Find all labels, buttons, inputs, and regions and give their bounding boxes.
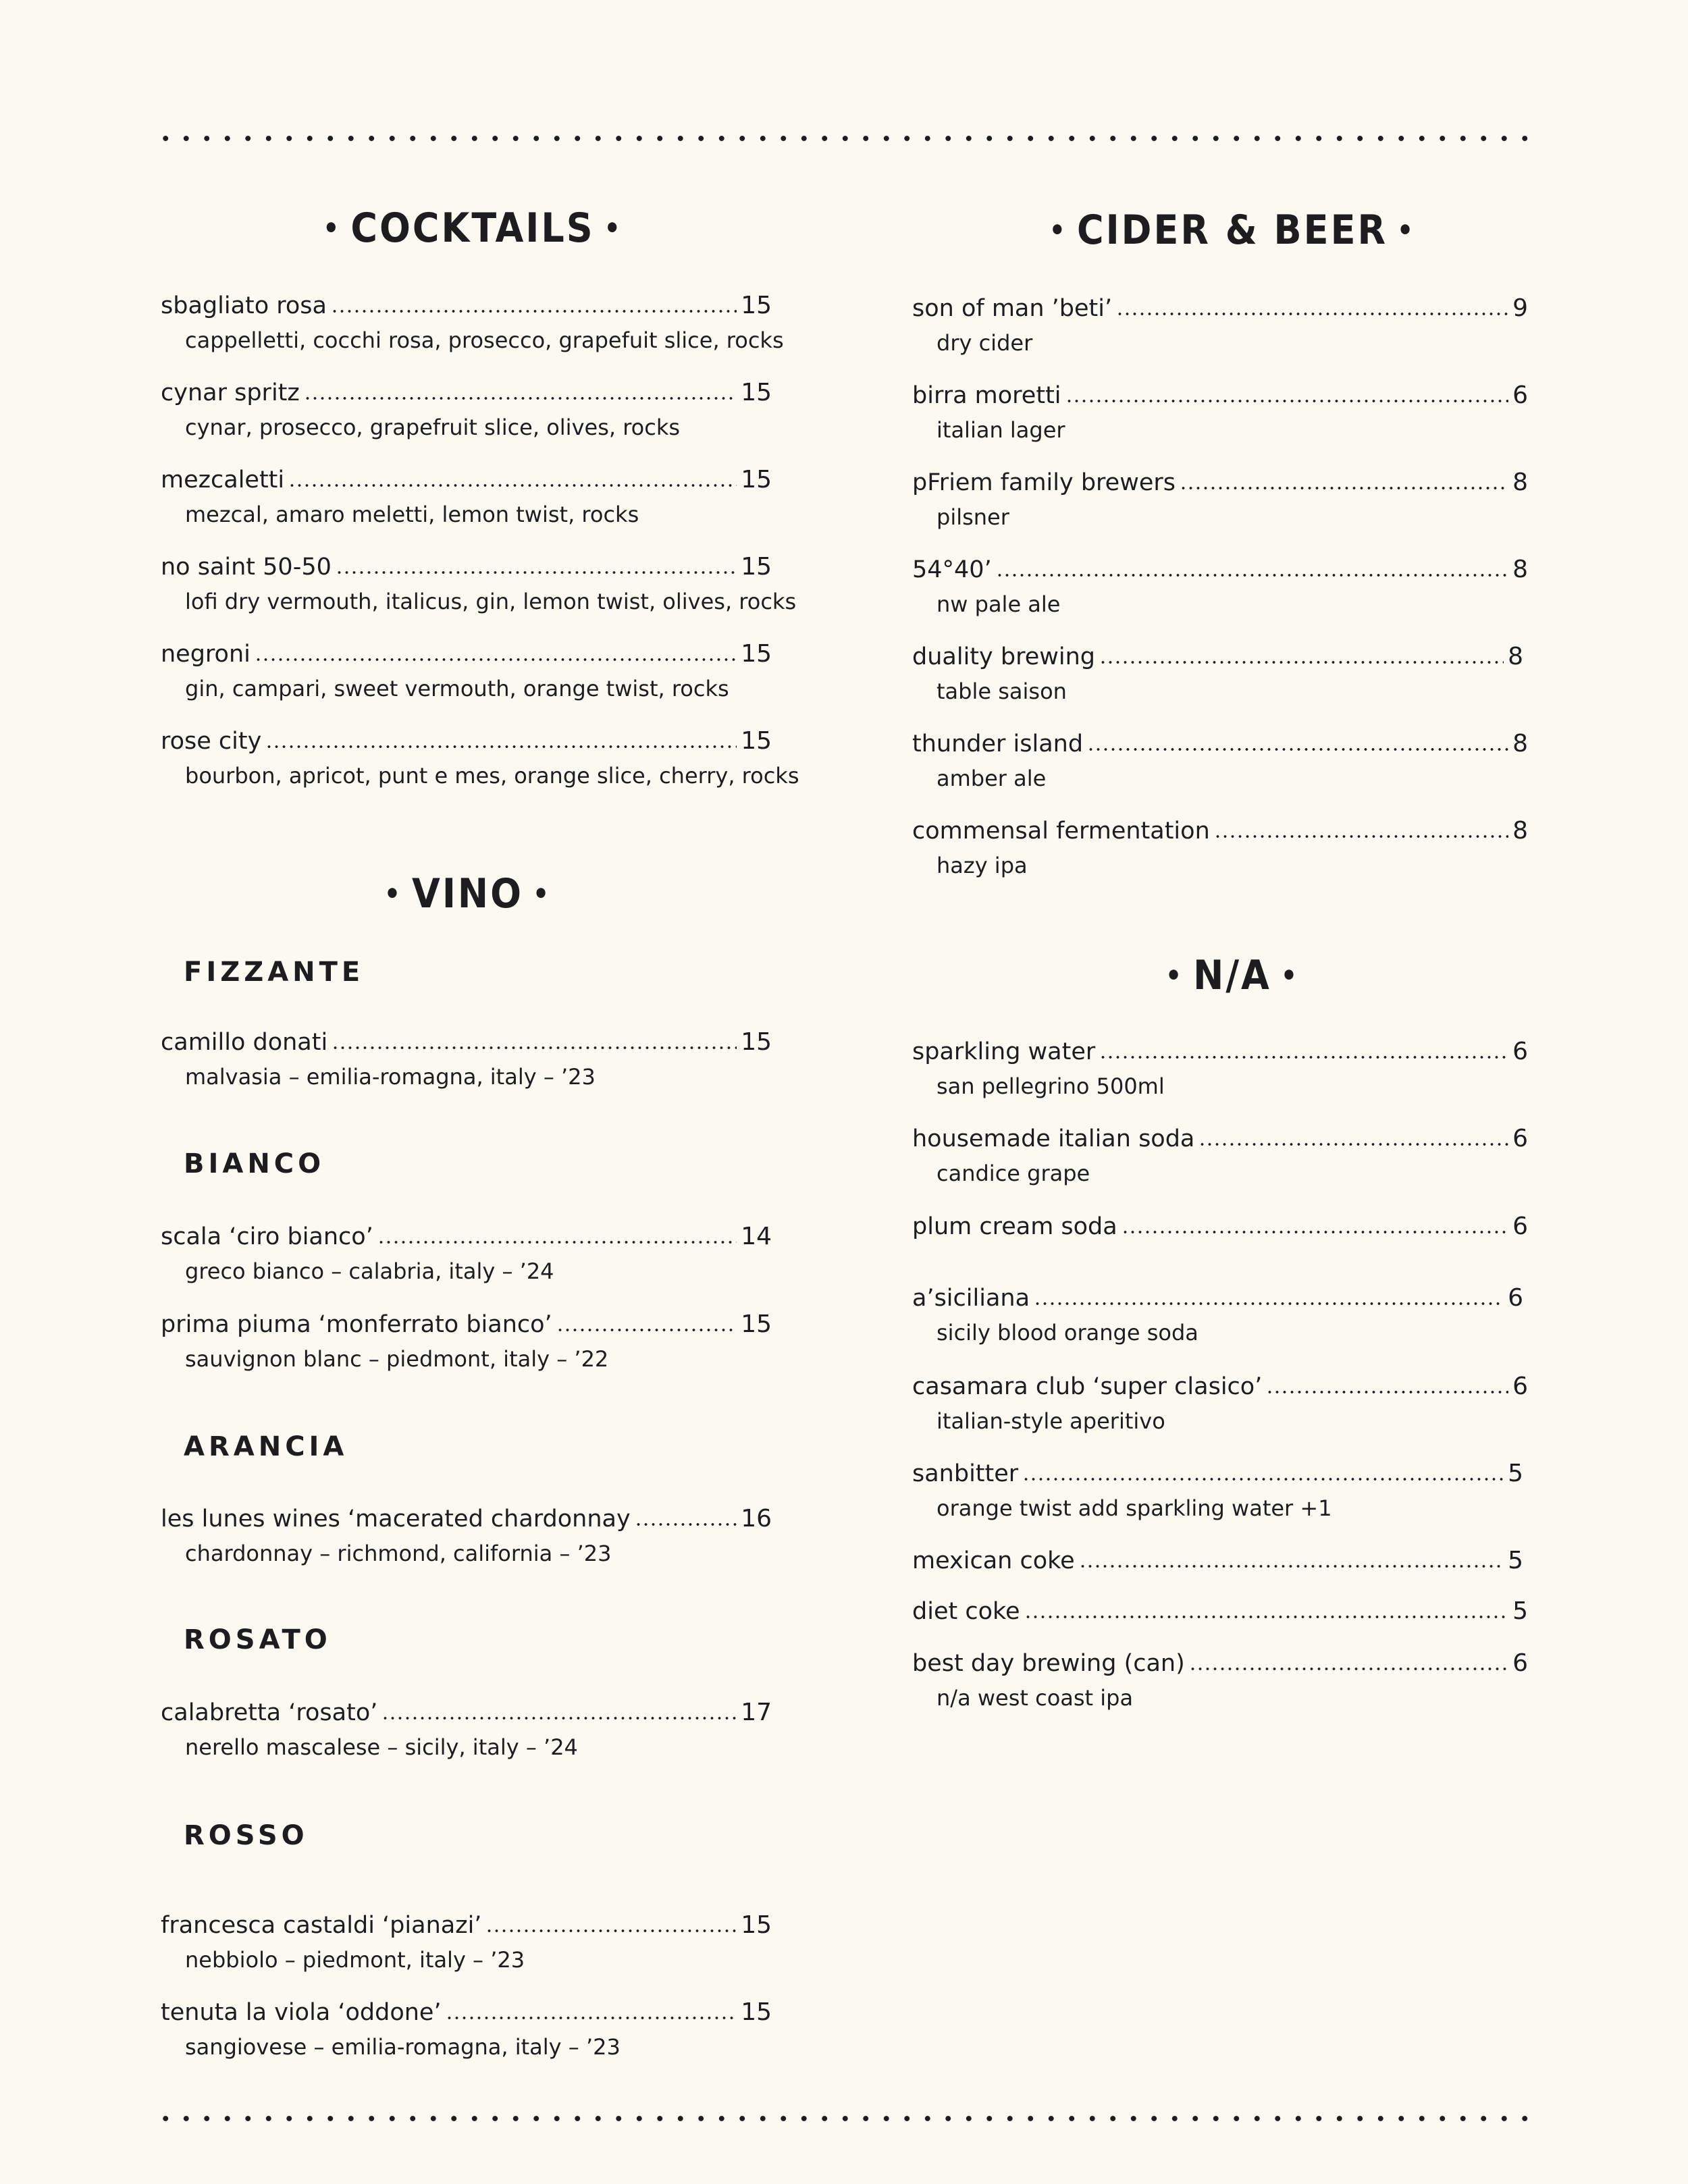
menu-item-son-of-man (912, 292, 1528, 361)
dot-leader (1099, 1054, 1508, 1061)
item-name: son of man ’beti’ (912, 295, 1113, 322)
dot-leader (1079, 1563, 1504, 1570)
dot-leader (1065, 398, 1509, 404)
item-description: italian-style aperitivo (937, 1408, 1165, 1434)
menu-item-mexican-coke (912, 1544, 1523, 1578)
item-price: 15 (741, 1028, 772, 1056)
item-name: mezcaletti (161, 467, 285, 494)
dot-leader (1022, 1476, 1504, 1483)
dot-leader (336, 569, 737, 576)
item-price: 5 (1512, 1597, 1528, 1625)
item-name: birra moretti (912, 382, 1061, 409)
dot-leader (996, 572, 1508, 579)
item-name: thunder island (912, 730, 1084, 757)
menu-item-duality-brewing (912, 640, 1523, 709)
menu-item-les-lunes (161, 1502, 772, 1571)
item-description: nw pale ale (937, 591, 1061, 617)
item-description: sangiovese – emilia-romagna, italy – ’23 (185, 2034, 621, 2060)
item-price: 5 (1508, 1460, 1523, 1487)
item-name: a’siciliana (912, 1285, 1030, 1312)
menu-item-francesca-castaldi (161, 1909, 772, 1977)
item-description: greco bianco – calabria, italy – ’24 (185, 1258, 554, 1284)
item-description: chardonnay – richmond, california – ’23 (185, 1541, 612, 1566)
item-name: sbagliato rosa (161, 292, 327, 319)
menu-item-commensal-fermentation (912, 814, 1528, 883)
bottom-dotted-rule (155, 2116, 1533, 2121)
dot-leader (1024, 1614, 1509, 1620)
menu-item-54-40 (912, 553, 1528, 622)
item-name: camillo donati (161, 1029, 328, 1056)
menu-item-pfriem (912, 466, 1528, 535)
item-description: malvasia – emilia-romagna, italy – ’23 (185, 1064, 596, 1090)
item-price: 8 (1512, 817, 1528, 845)
menu-item-plum-cream-soda (912, 1210, 1528, 1244)
menu-item-casamara-club (912, 1370, 1528, 1439)
menu-item-sanbitter (912, 1457, 1523, 1526)
item-price: 6 (1512, 1125, 1528, 1152)
item-price: 6 (1512, 1213, 1528, 1240)
item-name: diet coke (912, 1598, 1020, 1625)
item-name: no saint 50-50 (161, 554, 332, 581)
item-name: commensal fermentation (912, 818, 1210, 845)
dot-leader (1180, 485, 1508, 491)
menu-item-diet-coke (912, 1595, 1528, 1628)
item-name: sparkling water (912, 1038, 1096, 1065)
item-price: 15 (741, 727, 772, 755)
item-price: 15 (741, 292, 772, 319)
item-price: 16 (741, 1505, 772, 1533)
item-price: 15 (741, 379, 772, 406)
menu-item-camillo-donati (161, 1026, 772, 1094)
dot-leader (381, 1715, 737, 1722)
item-description: pilsner (937, 504, 1009, 530)
item-name: rose city (161, 728, 262, 755)
item-description: cynar, prosecco, grapefruit slice, olives, rocks (185, 415, 681, 440)
item-price: 15 (741, 1310, 772, 1338)
item-price: 6 (1512, 1038, 1528, 1065)
item-price: 8 (1512, 556, 1528, 583)
item-name: best day brewing (can) (912, 1650, 1185, 1677)
item-price: 15 (741, 466, 772, 494)
dot-leader (332, 1044, 737, 1051)
dot-leader (1266, 1389, 1508, 1395)
item-name: cynar spritz (161, 379, 300, 406)
dot-leader (1198, 1141, 1508, 1148)
dot-leader (1034, 1300, 1504, 1307)
item-price: 9 (1512, 294, 1528, 322)
na-title: • N/A • (1165, 952, 1299, 999)
item-description: table saison (937, 678, 1067, 704)
item-description: mezcal, amaro meletti, lemon twist, rocks (185, 502, 639, 527)
item-name: casamara club ‘super clasico’ (912, 1373, 1263, 1400)
item-price: 8 (1508, 643, 1523, 670)
item-description: gin, campari, sweet vermouth, orange twist, rocks (185, 676, 729, 701)
dot-leader (1122, 1229, 1508, 1235)
menu-item-prima-piuma (161, 1308, 772, 1377)
top-dotted-rule (155, 136, 1533, 141)
dot-leader (304, 395, 737, 402)
item-price: 15 (741, 1911, 772, 1939)
item-name: pFriem family brewers (912, 469, 1176, 496)
dot-leader (331, 308, 737, 315)
item-price: 15 (741, 1998, 772, 2026)
item-description: san pellegrino 500ml (937, 1073, 1165, 1099)
dot-leader (265, 743, 737, 750)
dot-leader (556, 1327, 737, 1333)
dot-leader (1214, 833, 1508, 840)
item-name: prima piuma ‘monferrato bianco’ (161, 1311, 552, 1338)
dot-leader (485, 1927, 737, 1934)
menu-item-scala-ciro-bianco (161, 1220, 772, 1289)
menu-item-calabretta-rosato (161, 1696, 772, 1765)
item-description: hazy ipa (937, 853, 1028, 878)
item-description: orange twist add sparkling water +1 (937, 1495, 1332, 1521)
item-description: italian lager (937, 417, 1065, 443)
fizzante-subtitle: FIZZANTE (184, 957, 365, 988)
menu-item-tenuta-la-viola (161, 1996, 772, 2065)
arancia-subtitle: ARANCIA (184, 1431, 348, 1462)
item-name: housemade italian soda (912, 1125, 1195, 1152)
item-name: tenuta la viola ‘oddone’ (161, 1999, 442, 2026)
item-description: lofi dry vermouth, italicus, gin, lemon twist, olives, rocks (185, 589, 797, 614)
menu-item-a-siciliana (912, 1281, 1523, 1350)
menu-item-mezcaletti (161, 463, 772, 532)
rosso-subtitle: ROSSO (184, 1820, 309, 1851)
bianco-subtitle: BIANCO (184, 1148, 325, 1179)
item-description: n/a west coast ipa (937, 1685, 1134, 1711)
item-name: francesca castaldi ‘pianazi’ (161, 1912, 482, 1939)
menu-item-birra-moretti (912, 379, 1528, 448)
dot-leader (446, 2015, 737, 2021)
item-description: nebbiolo – piedmont, italy – ’23 (185, 1947, 525, 1973)
item-description: dry cider (937, 330, 1033, 356)
item-description: candice grape (937, 1161, 1090, 1186)
item-description: nerello mascalese – sicily, italy – ’24 (185, 1734, 578, 1760)
item-price: 6 (1508, 1284, 1523, 1312)
menu-item-cynar-spritz (161, 376, 772, 445)
cider-beer-title: • CIDER & BEER • (1049, 207, 1416, 254)
menu-item-thunder-island (912, 727, 1528, 796)
menu-item-no-saint-50-50 (161, 550, 797, 619)
item-name: calabretta ‘rosato’ (161, 1699, 378, 1726)
menu-item-rose-city (161, 724, 799, 793)
item-price: 6 (1512, 1373, 1528, 1400)
dot-leader (1087, 746, 1508, 753)
item-name: les lunes wines ‘macerated chardonnay (161, 1506, 631, 1533)
menu-item-negroni (161, 637, 772, 706)
item-price: 15 (741, 553, 772, 581)
item-description: amber ale (937, 766, 1047, 791)
cocktails-title: • COCKTAILS • (323, 205, 623, 252)
menu-item-sparkling-water (912, 1035, 1528, 1104)
rosato-subtitle: ROSATO (184, 1624, 332, 1655)
item-description: bourbon, apricot, punt e mes, orange slice, cherry, rocks (185, 763, 799, 789)
item-price: 5 (1508, 1547, 1523, 1574)
item-name: negroni (161, 641, 250, 668)
item-price: 17 (741, 1699, 772, 1726)
item-description: sicily blood orange soda (937, 1320, 1198, 1346)
item-description: sauvignon blanc – piedmont, italy – ’22 (185, 1346, 609, 1372)
dot-leader (635, 1521, 737, 1528)
item-name: mexican coke (912, 1547, 1075, 1574)
item-name: 54°40’ (912, 556, 992, 583)
item-price: 6 (1512, 381, 1528, 409)
dot-leader (1189, 1666, 1508, 1672)
dot-leader (288, 482, 737, 489)
item-name: scala ‘ciro bianco’ (161, 1223, 373, 1250)
menu-item-housemade-italian-soda (912, 1122, 1528, 1191)
dot-leader (377, 1239, 737, 1246)
item-price: 6 (1512, 1649, 1528, 1677)
dot-leader (1099, 659, 1504, 666)
item-description: cappelletti, cocchi rosa, prosecco, grapefuit slice, rocks (185, 327, 784, 353)
item-name: duality brewing (912, 643, 1095, 670)
menu-item-best-day-brewing (912, 1647, 1528, 1715)
item-price: 8 (1512, 469, 1528, 496)
dot-leader (1116, 311, 1508, 317)
item-price: 14 (741, 1223, 772, 1250)
dot-leader (255, 656, 737, 663)
item-name: plum cream soda (912, 1213, 1117, 1240)
item-price: 15 (741, 640, 772, 668)
menu-item-sbagliato-rosa (161, 289, 784, 358)
item-price: 8 (1512, 730, 1528, 757)
item-name: sanbitter (912, 1460, 1019, 1487)
vino-title: • VINO • (384, 870, 552, 917)
